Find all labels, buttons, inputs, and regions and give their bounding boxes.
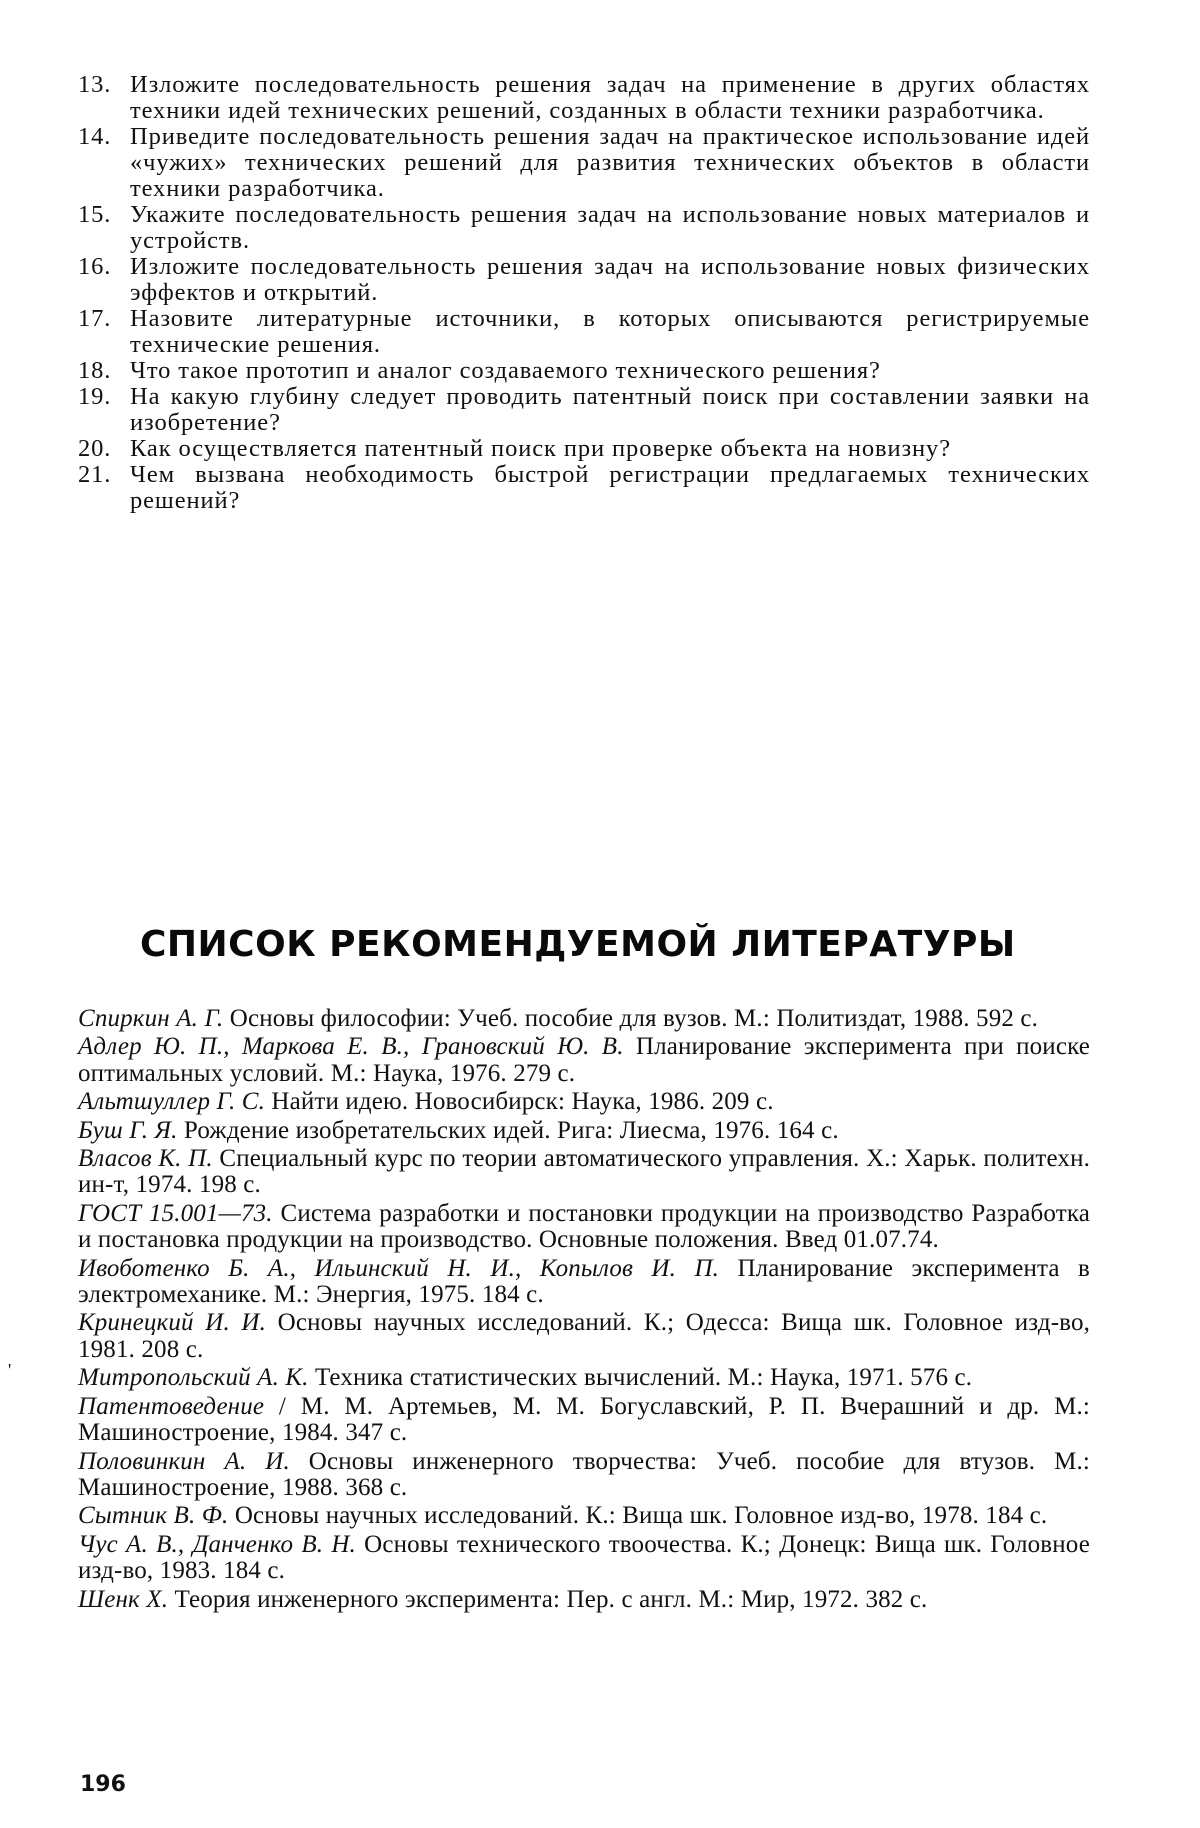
reference-entry: [78, 1587, 1090, 1613]
question-item: [78, 436, 1090, 462]
reference-details: Специальный курс по теории автоматического управления. Х.: Харьк. политехн. ин-т, 1974. 198 с.: [78, 1145, 1091, 1199]
reference-details: Основы научных исследований. К.; Одесса: Вища шк. Головное изд-во, 1981. 208 с.: [78, 1309, 1090, 1363]
question-number: 20.: [78, 435, 112, 462]
reference-author: Половинкин А. И.: [78, 1447, 290, 1475]
review-questions-list: [78, 72, 1090, 514]
reference-author: Буш Г. Я.: [78, 1116, 178, 1144]
reference-author: Сытник В. Ф.: [78, 1502, 229, 1530]
question-number: 15.: [78, 201, 112, 228]
question-item: [78, 358, 1090, 384]
reference-author: Власов К. П.: [78, 1145, 213, 1173]
reference-author: ГОСТ 15.001—73.: [78, 1199, 273, 1227]
question-number: 21.: [78, 461, 112, 488]
reference-details: Теория инженерного эксперимента: Пер. с англ. М.: Мир, 1972. 382 с.: [168, 1585, 928, 1613]
reference-entry: [78, 1394, 1090, 1447]
question-text: Укажите последовательность решения задач на использование новых материалов и устройств.: [130, 201, 1090, 254]
reference-entry: [78, 1006, 1090, 1032]
reference-author: Ивоботенко Б. А., Ильинский Н. И., Копылов И. П.: [78, 1254, 720, 1282]
reference-entry: [78, 1365, 1090, 1391]
reference-details: Техника статистических вычислений. М.: Наука, 1971. 576 с.: [308, 1364, 973, 1392]
reference-entry: [78, 1256, 1090, 1309]
question-item: [78, 306, 1090, 358]
question-number: 19.: [78, 383, 112, 410]
question-text: Назовите литературные источники, в которых описываются регистрируемые технические решения.: [130, 305, 1090, 358]
reference-details: Основы технического твоочества. К.; Донецк: Вища шк. Головное изд-во, 1983. 184 с.: [78, 1530, 1090, 1585]
reference-author: Спиркин А. Г.: [78, 1005, 224, 1032]
reference-author: Альтшуллер Г. С.: [78, 1088, 266, 1116]
question-number: 16.: [78, 253, 112, 280]
question-text: Что такое прототип и аналог создаваемого технического решения?: [130, 357, 881, 384]
reference-details: Найти идею. Новосибирск: Наука, 1986. 209 с.: [265, 1088, 774, 1116]
question-text: Чем вызвана необходимость быстрой регистрации предлагаемых технических решений?: [130, 461, 1090, 514]
reference-author: Чус А. В., Данченко В. Н.: [78, 1530, 356, 1558]
reference-details: Основы философии: Учеб. пособие для вузов. М.: Политиздат, 1988. 592 с.: [223, 1005, 1039, 1032]
question-item: [78, 384, 1090, 436]
reference-author: Шенк Х.: [78, 1585, 169, 1613]
reference-entry: [78, 1034, 1090, 1087]
reference-author: Адлер Ю. П., Маркова Е. В., Грановский Ю. В.: [78, 1033, 624, 1061]
question-text: Изложите последовательность решения задач на использование новых физических эффектов и открытий.: [130, 253, 1090, 306]
bibliography-list: [78, 1006, 1090, 1615]
reference-details: Планирование эксперимента при поиске оптимальных условий. М.: Наука, 1976. 279 с.: [78, 1033, 1090, 1087]
question-number: 14.: [78, 123, 112, 150]
reference-entry: [78, 1310, 1090, 1363]
question-item: [78, 462, 1090, 514]
reference-details: Основы научных исследований. К.: Вища шк. Головное изд-во, 1978. 184 с.: [228, 1502, 1048, 1530]
question-text: Изложите последовательность решения задач на применение в других областях техники идей технических решений, созданных в области техники разработчика.: [130, 71, 1090, 124]
reference-author: Патентоведение: [78, 1392, 265, 1420]
reference-entry: [78, 1146, 1090, 1199]
reference-details: Система разработки и постановки продукции на производство Разработка и постановка продукции на производство. Основные положения. Введ 01.07.74.: [78, 1199, 1090, 1254]
reference-entry: [78, 1089, 1090, 1115]
question-text: Приведите последовательность решения задач на практическое использование идей «чужих» технических решений для развития технических объектов в области техники разработчика.: [130, 123, 1090, 202]
reference-author: Митропольский А. К.: [78, 1364, 309, 1392]
reference-details: Планирование эксперимента в электромеханике. М.: Энергия, 1975. 184 с.: [78, 1254, 1090, 1309]
question-text: Как осуществляется патентный поиск при проверке объекта на новизну?: [130, 435, 951, 462]
section-heading: СПИСОК РЕКОМЕНДУЕМОЙ ЛИТЕРАТУРЫ: [140, 924, 1016, 965]
reference-entry: [78, 1201, 1090, 1254]
reference-entry: [78, 1503, 1090, 1529]
question-item: [78, 254, 1090, 306]
reference-entry: [78, 1532, 1090, 1585]
question-number: 17.: [78, 305, 112, 332]
margin-mark: ': [8, 1360, 12, 1380]
reference-details: / М. М. Артемьев, М. М. Богуславский, Р. П. Вчерашний и др. М.: Машиностроение, 1984. 347 с.: [78, 1392, 1090, 1447]
question-item: [78, 72, 1090, 124]
page-number: 196: [80, 1772, 126, 1797]
question-item: [78, 124, 1090, 202]
question-number: 18.: [78, 357, 112, 384]
reference-entry: [78, 1118, 1090, 1144]
reference-entry: [78, 1449, 1090, 1502]
question-text: На какую глубину следует проводить патентный поиск при составлении заявки на изобретение?: [130, 383, 1090, 436]
reference-details: Рождение изобретательских идей. Рига: Лиесма, 1976. 164 с.: [177, 1116, 839, 1144]
question-item: [78, 202, 1090, 254]
reference-details: Основы инженерного творчества: Учеб. пособие для втузов. М.: Машиностроение, 1988. 368 с.: [78, 1447, 1090, 1501]
question-number: 13.: [78, 71, 112, 98]
reference-author: Кринецкий И. И.: [78, 1309, 267, 1337]
